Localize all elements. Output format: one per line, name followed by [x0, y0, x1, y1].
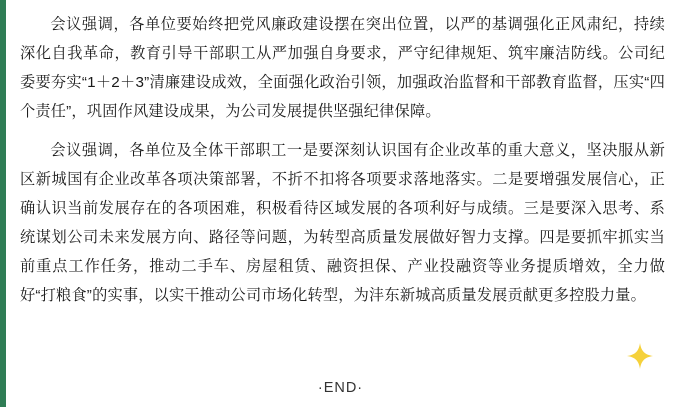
left-accent-rule — [0, 0, 6, 407]
document-body — [20, 10, 665, 316]
paragraph-1: 会议强调，各单位要始终把党风廉政建设摆在突出位置，以严的基调强化正风肃纪，持续深化自我革命，教育引导干部职工从严加强自身要求，严守纪律规矩、筑牢廉洁防线。公司纪委要夯实“1＋2＋3”清廉建设成效，全面强化政治引领，加强政治监督和干部教育监督，压实“四个责任”，巩固作风建设成果，为公司发展提供坚强纪律保障。 — [20, 16, 665, 120]
sparkle-icon — [627, 343, 653, 369]
end-mark: ·END· — [317, 380, 364, 396]
paragraph-2: 会议强调，各单位及全体干部职工一是要深刻认识国有企业改革的重大意义，坚决服从新区新城国有企业改革各项决策部署，不折不扣将各项要求落地落实。二是要增强发展信心，正确认识当前发展存在的各项困难，积极看待区域发展的各项利好与成绩。三是要深入思考、系统谋划公司未来发展方向、路径等问题，为转型高质量发展做好智力支撑。四是要抓牢抓实当前重点工作任务，推动二手车、房屋租赁、融资担保、产业投融资等业务提质增效，全力做好“打粮食”的实事，以实干推动公司市场化转型，为沣东新城高质量发展贡献更多控股力量。 — [20, 142, 665, 304]
